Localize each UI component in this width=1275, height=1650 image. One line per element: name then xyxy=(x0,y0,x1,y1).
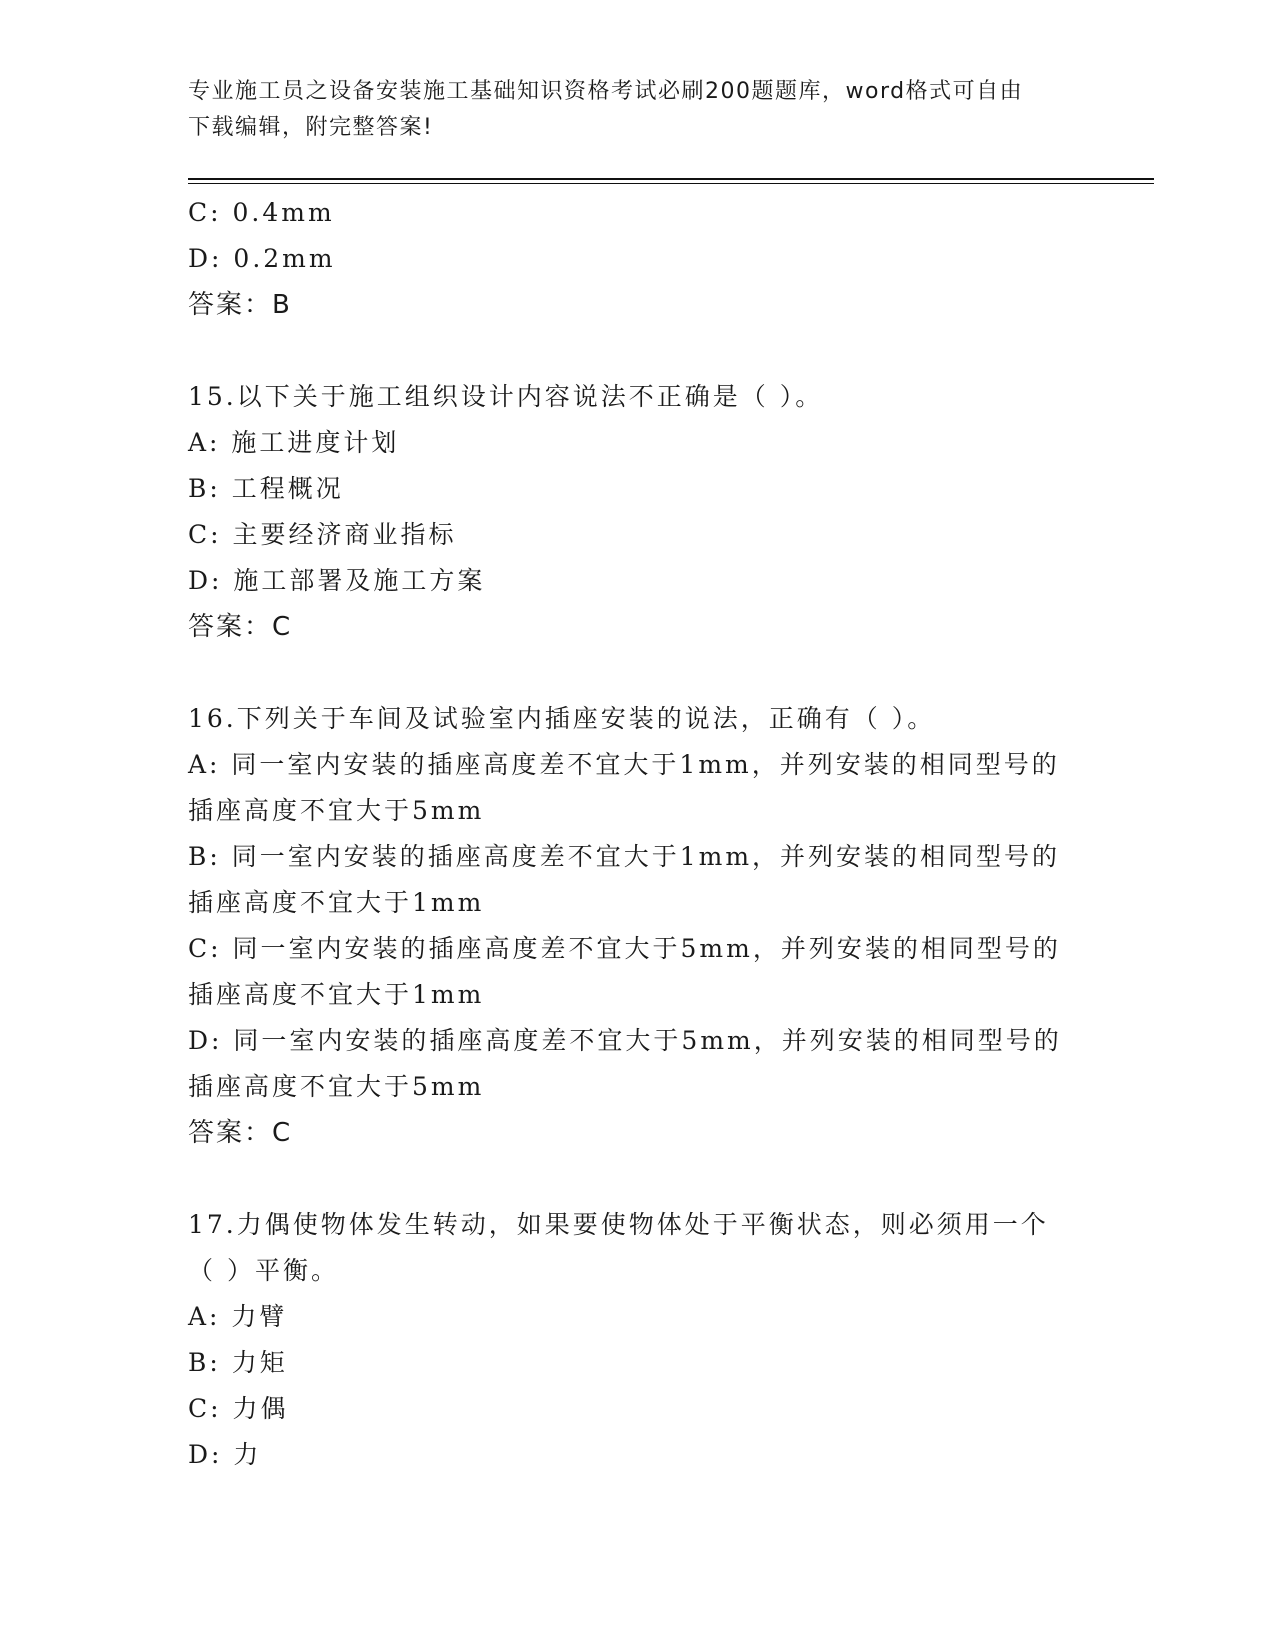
question-stem: 16.下列关于车间及试验室内插座安装的说法，正确有（ ）。 xyxy=(188,704,936,733)
question-block-16 xyxy=(188,696,1088,1156)
option-a: A: 施工进度计划 xyxy=(188,428,400,457)
document-header xyxy=(188,74,1068,146)
option-c: C: 0.4mm xyxy=(188,198,335,227)
option-d: D: 力 xyxy=(188,1440,262,1469)
spacer xyxy=(188,650,1088,696)
header-divider-thick xyxy=(188,178,1154,180)
spacer xyxy=(188,1156,1088,1202)
answer-line: 答案：C xyxy=(188,1118,293,1148)
question-stem: 17.力偶使物体发生转动，如果要使物体处于平衡状态，则必须用一个 xyxy=(188,1210,1049,1239)
question-block-prev xyxy=(188,190,1088,328)
question-block-15 xyxy=(188,374,1088,650)
answer-line: 答案：C xyxy=(188,612,293,642)
option-c: C: 力偶 xyxy=(188,1394,289,1423)
option-d: D: 0.2mm xyxy=(188,244,336,273)
spacer xyxy=(188,328,1088,374)
question-block-17 xyxy=(188,1202,1088,1478)
option-d-continued: 插座高度不宜大于5mm xyxy=(188,1072,485,1101)
header-title-line-1: 专业施工员之设备安装施工基础知识资格考试必刷200题题库，word格式可自由 xyxy=(188,79,1024,104)
option-a: A: 力臂 xyxy=(188,1302,288,1331)
option-d: D: 施工部署及施工方案 xyxy=(188,566,486,595)
header-divider-thin xyxy=(188,183,1154,184)
question-stem-continued: （ ）平衡。 xyxy=(188,1256,339,1285)
option-d: D: 同一室内安装的插座高度差不宜大于5mm，并列安装的相同型号的 xyxy=(188,1026,1062,1055)
option-a: A: 同一室内安装的插座高度差不宜大于1mm，并列安装的相同型号的 xyxy=(188,750,1060,779)
question-list xyxy=(188,190,1088,1478)
option-b: B: 工程概况 xyxy=(188,474,344,503)
option-c-continued: 插座高度不宜大于1mm xyxy=(188,980,485,1009)
option-a-continued: 插座高度不宜大于5mm xyxy=(188,796,485,825)
option-b-continued: 插座高度不宜大于1mm xyxy=(188,888,485,917)
header-title-line-2: 下载编辑，附完整答案! xyxy=(188,115,434,140)
option-c: C: 主要经济商业指标 xyxy=(188,520,457,549)
option-c: C: 同一室内安装的插座高度差不宜大于5mm，并列安装的相同型号的 xyxy=(188,934,1061,963)
option-b: B: 力矩 xyxy=(188,1348,288,1377)
question-stem: 15.以下关于施工组织设计内容说法不正确是（ ）。 xyxy=(188,382,824,411)
option-b: B: 同一室内安装的插座高度差不宜大于1mm，并列安装的相同型号的 xyxy=(188,842,1061,871)
answer-line: 答案：B xyxy=(188,290,292,320)
